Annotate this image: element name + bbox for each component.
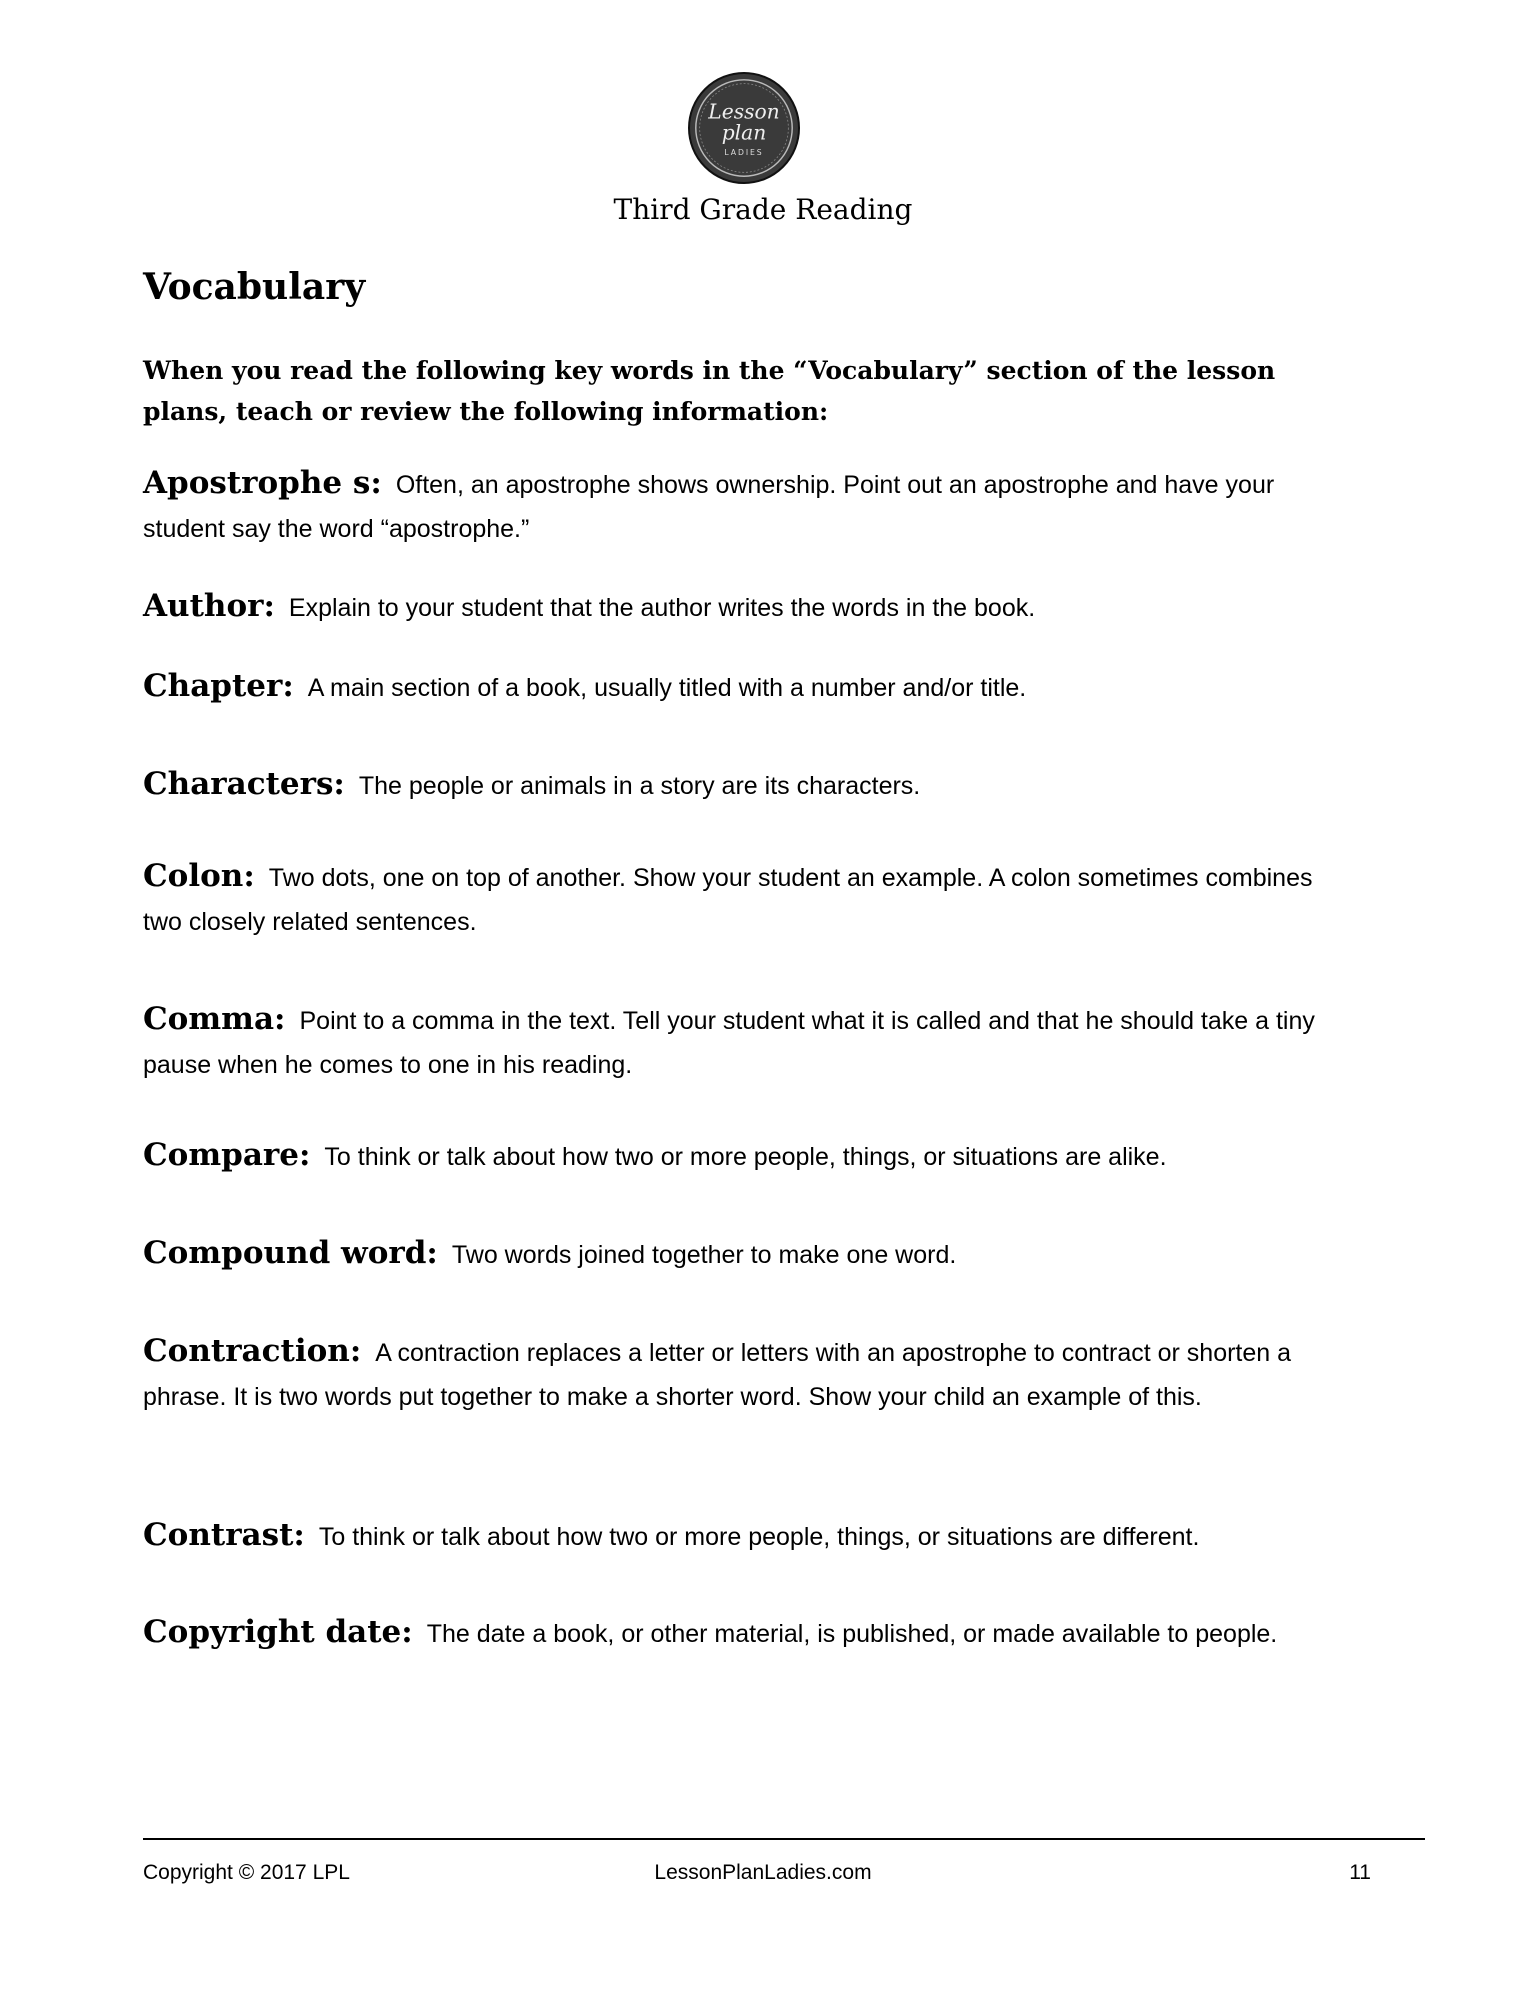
vocab-definition: Point to a comma in the text. Tell your student what it is called and that he should take a tiny pause when he comes to one in his reading. [143, 1007, 1315, 1079]
vocab-entry [143, 584, 1358, 630]
vocab-entry [143, 664, 1358, 710]
vocab-definition: The date a book, or other material, is published, or made available to people. [426, 1620, 1278, 1648]
vocab-entry [143, 1329, 1358, 1419]
vocab-term: Contraction: [143, 1333, 362, 1369]
vocab-term: Chapter: [143, 668, 294, 704]
page-number: 11 [1349, 1861, 1371, 1884]
logo-word-1: Lesson [708, 99, 780, 124]
vocab-definition: Two words joined together to make one word. [451, 1241, 957, 1269]
footer-divider [143, 1838, 1425, 1840]
vocab-term: Contrast: [143, 1517, 305, 1553]
vocab-term: Colon: [143, 858, 255, 894]
vocab-term: Compound word: [143, 1235, 438, 1271]
vocab-entry [143, 997, 1358, 1087]
vocab-definition: To think or talk about how two or more people, things, or situations are different. [318, 1523, 1200, 1551]
vocab-definition: A main section of a book, usually titled with a number and/or title. [307, 674, 1027, 702]
vocab-term: Apostrophe s: [143, 465, 382, 501]
vocab-term: Characters: [143, 766, 345, 802]
vocab-definition: Often, an apostrophe shows ownership. Point out an apostrophe and have your student say the word “apostrophe.” [143, 471, 1275, 543]
logo-word-3: LADIES [724, 148, 764, 157]
vocab-entry [143, 854, 1358, 944]
document-header-title: Third Grade Reading [613, 193, 913, 226]
vocab-entry [143, 461, 1358, 551]
vocab-term: Comma: [143, 1001, 286, 1037]
vocab-definition: To think or talk about how two or more people, things, or situations are alike. [324, 1143, 1167, 1171]
instructions-text: When you read the following key words in the “Vocabulary” section of the lesson plans, teach or review the following information: [143, 356, 1276, 426]
vocab-definition: Explain to your student that the author writes the words in the book. [288, 594, 1036, 622]
section-title: Vocabulary [143, 266, 366, 308]
vocab-definition: The people or animals in a story are its characters. [358, 772, 921, 800]
vocab-entry [143, 1133, 1358, 1179]
vocab-term: Compare: [143, 1137, 311, 1173]
vocab-definition: Two dots, one on top of another. Show your student an example. A colon sometimes combines two closely related sentences. [143, 864, 1313, 936]
lesson-plan-ladies-logo [688, 72, 800, 184]
vocab-entry [143, 1513, 1358, 1559]
footer-copyright: Copyright © 2017 LPL [143, 1861, 350, 1884]
vocab-term: Author: [143, 588, 275, 624]
logo-word-2: plan [721, 120, 767, 145]
vocab-entry [143, 762, 1358, 808]
vocab-entry [143, 1610, 1358, 1656]
vocab-term: Copyright date: [143, 1614, 413, 1650]
vocab-definition: A contraction replaces a letter or letters with an apostrophe to contract or shorten a phrase. It is two words put together to make a shorter word. Show your child an example of this. [143, 1339, 1292, 1411]
vocab-entry [143, 1231, 1358, 1277]
footer-website: LessonPlanLadies.com [654, 1861, 872, 1884]
